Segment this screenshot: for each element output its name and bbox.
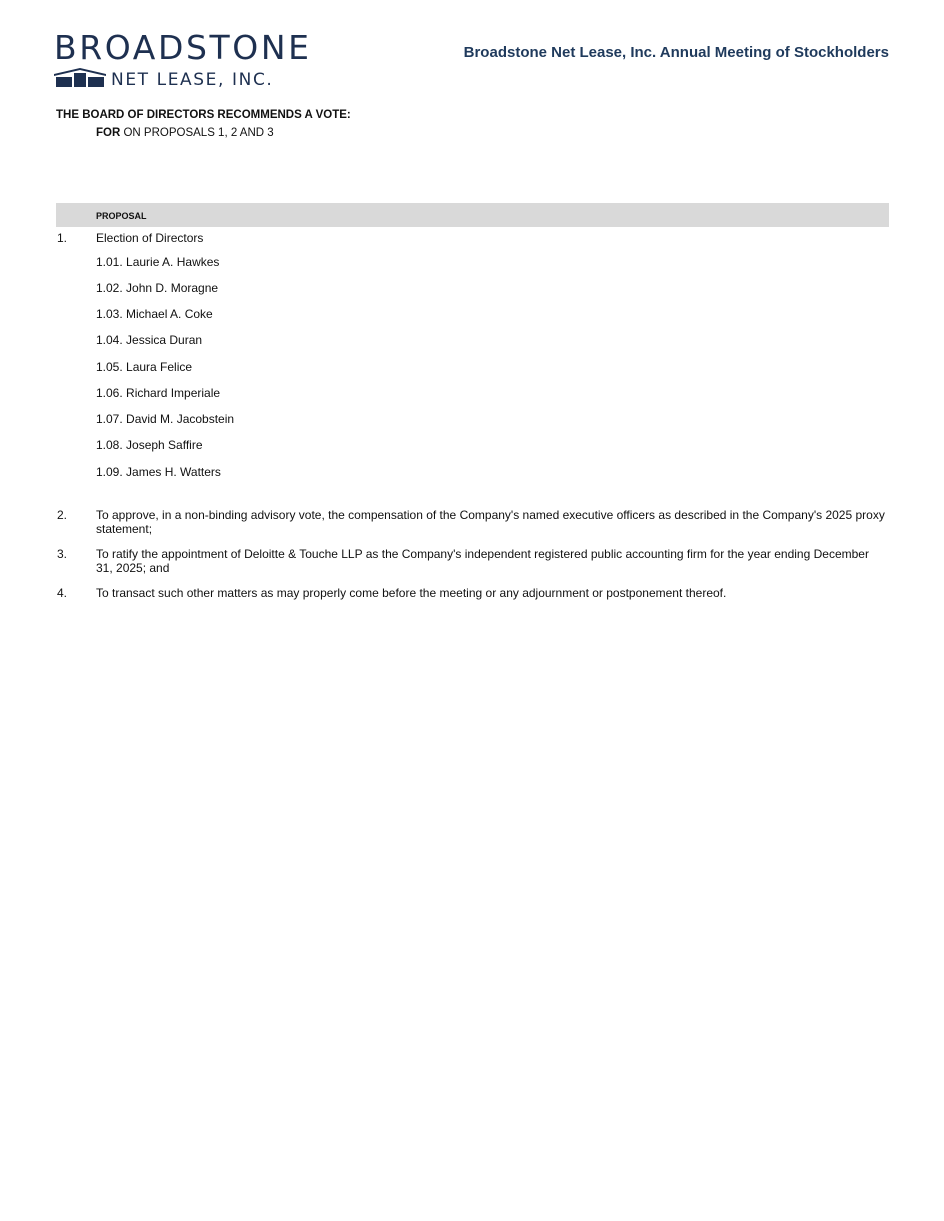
director-name: 1.01. Laurie A. Hawkes [96,255,220,269]
proposal-number: 2. [57,508,68,522]
director-name: 1.07. David M. Jacobstein [96,412,235,426]
logo-subtitle: NET LEASE, INC. [111,70,274,90]
recommendation-heading: THE BOARD OF DIRECTORS RECOMMENDS A VOTE: [56,109,351,121]
proposal-text: To ratify the appointment of Deloitte & Touche LLP as the Company's independent registered public accounting firm for the year ending December 31, 2025; and [96,547,869,575]
recommendation-scope: ON PROPOSALS 1, 2 AND 3 [120,127,274,139]
proposal-number: 4. [57,586,68,600]
building-icon [54,66,106,88]
director-name: 1.02. John D. Moragne [96,281,219,295]
broadstone-logo [54,30,314,92]
proposal-table-header [56,203,889,227]
director-name: 1.09. James H. Watters [96,465,221,479]
proposal-text: Election of Directors [96,231,204,245]
proposal-text: To approve, in a non-binding advisory vote, the compensation of the Company's named executive officers as described in the Company's 2025 proxy statement; [96,508,885,536]
logo-wordmark: BROADSTONE [54,28,312,67]
proposal-number: 3. [57,547,68,561]
director-name: 1.04. Jessica Duran [96,333,203,347]
director-name: 1.03. Michael A. Coke [96,307,213,321]
page-title: Broadstone Net Lease, Inc. Annual Meeting of Stockholders [463,44,889,61]
director-name: 1.05. Laura Felice [96,360,193,374]
recommendation-line [96,127,274,139]
proposal-text: To transact such other matters as may properly come before the meeting or any adjournment or postponement thereof. [96,586,727,600]
vote-for-label: FOR [96,127,121,139]
director-name: 1.06. Richard Imperiale [96,386,221,400]
proposal-number: 1. [57,231,68,245]
proposal-column-label: PROPOSAL [96,211,147,221]
director-name: 1.08. Joseph Saffire [96,438,203,452]
